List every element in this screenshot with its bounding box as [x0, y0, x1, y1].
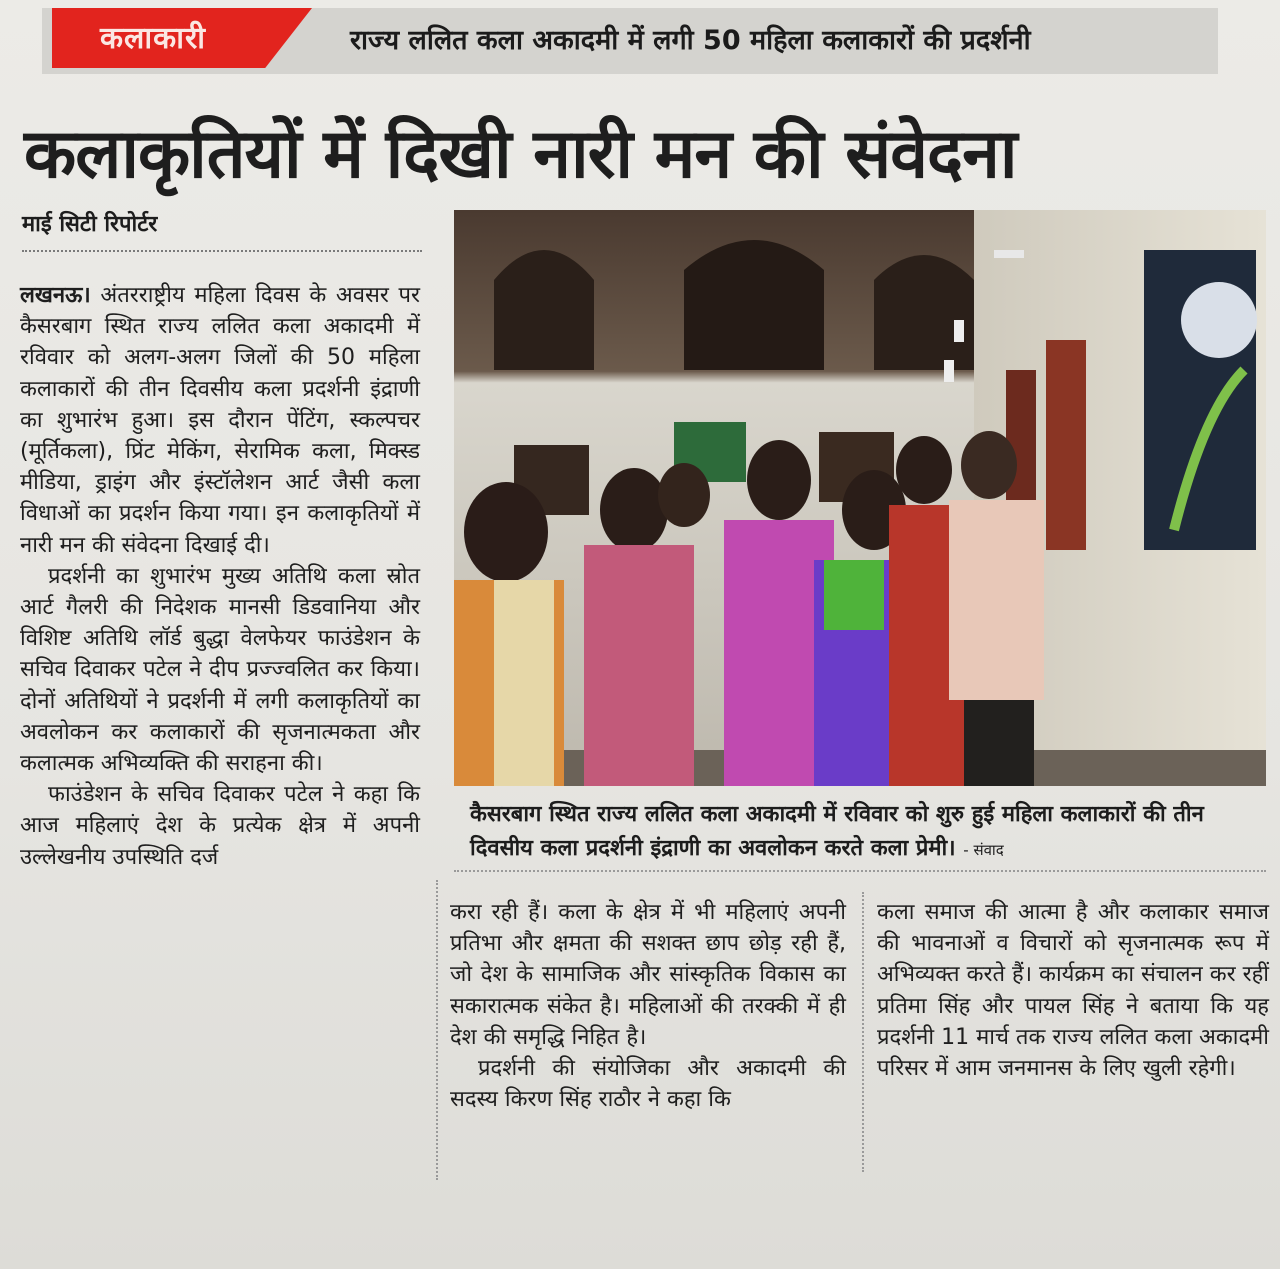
article-column-3: [877, 897, 1269, 1084]
caption-text: कैसरबाग स्थित राज्य ललित कला अकादमी में रविवार को शुरु हुई महिला कलाकारों की तीन दिवसीय कला प्रदर्शनी इंद्राणी का अवलोकन करते कला प्रेमी।: [470, 802, 1204, 861]
photo-caption: [470, 798, 1260, 867]
exhibition-photo: [454, 210, 1266, 786]
article-column-1: [20, 280, 420, 873]
article-paragraph: प्रदर्शनी की संयोजिका और अकादमी की सदस्य किरण सिंह राठौर ने कहा कि: [450, 1056, 846, 1113]
column-divider: [862, 892, 864, 1172]
column-divider: [436, 880, 438, 1180]
caption-divider: [454, 870, 1266, 872]
article-paragraph: कला समाज की आत्मा है और कलाकार समाज की भावनाओं व विचारों को सृजनात्मक रूप में अभिव्यक्त करते हैं। कार्यक्रम का संचालन कर रहीं प्रतिमा सिंह और पायल सिंह ने बताया कि यह प्रदर्शनी 11 मार्च तक राज्य ललित कला अकादमी परिसर में आम जनमानस के लिए खुली रहेगी।: [877, 900, 1269, 1082]
byline-divider: [22, 250, 422, 252]
strapline: राज्य ललित कला अकादमी में लगी 50 महिला कलाकारों की प्रदर्शनी: [350, 25, 1031, 56]
photo-illustration: [454, 210, 1266, 786]
dateline: लखनऊ।: [20, 283, 91, 308]
headline: कलाकृतियों में दिखी नारी मन की संवेदना: [24, 115, 1017, 194]
article-paragraph: फाउंडेशन के सचिव दिवाकर पटेल ने कहा कि आज महिलाएं देश के प्रत्येक क्षेत्र में अपनी उल्लेखनीय उपस्थिति दर्ज: [20, 782, 420, 870]
photo-credit: - संवाद: [963, 841, 1004, 859]
article-column-2: [450, 897, 846, 1115]
article-paragraph: प्रदर्शनी का शुभारंभ मुख्य अतिथि कला स्रोत आर्ट गैलरी की निदेशक मानसी डिडवानिया और विशिष्ट अतिथि लॉर्ड बुद्धा वेलफेयर फाउंडेशन के सचिव दिवाकर पटेल ने दीप प्रज्ज्वलित कर किया। दोनों अतिथियों ने प्रदर्शनी में लगी कलाकृतियों का अवलोकन कर कलाकारों की सृजनात्मकता और कलात्मक अभिव्यक्ति की सराहना की।: [20, 563, 420, 777]
kicker-label: कलाकारी: [100, 21, 206, 56]
byline: माई सिटी रिपोर्टर: [22, 212, 158, 237]
article-paragraph: [20, 280, 420, 561]
paragraph-text: अंतरराष्ट्रीय महिला दिवस के अवसर पर कैसरबाग स्थित राज्य ललित कला अकादमी में रविवार को अलग-अलग जिलों की 50 महिला कलाकारों की तीन दिवसीय कला प्रदर्शनी इंद्राणी का शुभारंभ हुआ। इस दौरान पेंटिंग, स्कल्पचर (मूर्तिकला), प्रिंट मेकिंग, सेरामिक कला, मिक्स्ड मीडिया, ड्राइंग और इंस्टॉलेशन आर्ट जैसी कला विधाओं का प्रदर्शन किया गया। इन कलाकृतियों में नारी मन की संवेदना दिखाई दी।: [20, 283, 421, 558]
article-paragraph: करा रही हैं। कला के क्षेत्र में भी महिलाएं अपनी प्रतिभा और क्षमता की सशक्त छाप छोड़ रही हैं, जो देश के सामाजिक और सांस्कृतिक विकास का सकारात्मक संकेत है। महिलाओं की तरक्की में ही देश की समृद्धि निहित है।: [450, 900, 846, 1050]
